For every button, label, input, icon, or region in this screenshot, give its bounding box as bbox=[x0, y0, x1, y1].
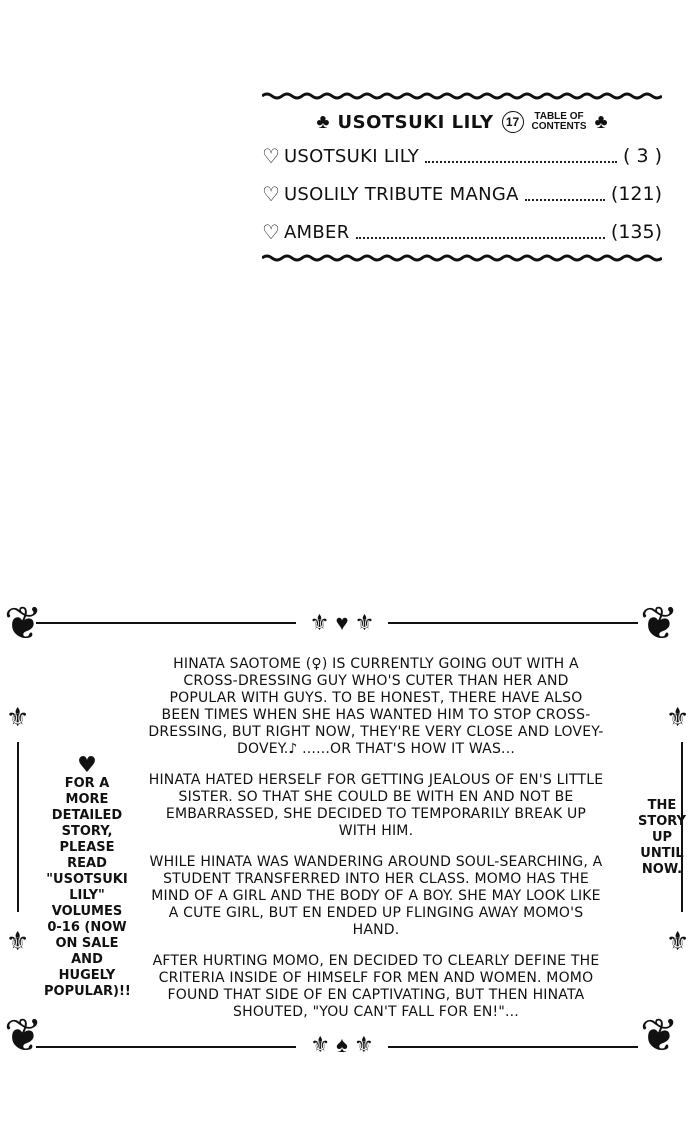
table-of-contents bbox=[262, 92, 662, 264]
summary-paragraph: HINATA SAOTOME (♀) IS CURRENTLY GOING OUT WITH A CROSS-DRESSING GUY WHO'S CUTER THAN HER AND POPULAR WITH GUYS. TO BE HONEST, THERE HAVE ALSO BEEN TIMES WHEN SHE HAS WANTED HIM TO STOP CROSS-DRESSING, BUT RIGHT NOW, THEY'RE VERY CLOSE AND LOVEY-DOVEY.♪ ......OR THAT'S HOW IT WAS... bbox=[148, 656, 604, 757]
club-icon: ♣ bbox=[316, 111, 330, 133]
fleur-de-lis-icon: ⚜ bbox=[6, 926, 30, 956]
heart-outline-icon: ♡ bbox=[262, 144, 280, 168]
leader-dots bbox=[425, 149, 617, 163]
toc-entry-label: AMBER bbox=[283, 221, 350, 243]
toc-title: USOTSUKI LILY bbox=[337, 111, 494, 133]
fleur-de-lis-icon: ⚜ bbox=[6, 702, 30, 732]
corner-ornament-icon: ❦ bbox=[640, 1009, 679, 1061]
toc-top-border bbox=[262, 92, 662, 100]
frame-top-line-right bbox=[388, 622, 638, 624]
toc-entry-label: USOLILY TRIBUTE MANGA bbox=[283, 183, 519, 205]
toc-header bbox=[262, 108, 662, 136]
summary-paragraph: WHILE HINATA WAS WANDERING AROUND SOUL-SEARCHING, A STUDENT TRANSFERRED INTO HER CLASS. MOMO HAS THE MIND OF A GIRL AND THE BODY OF A BOY. SHE MAY LOOK LIKE A CUTE GIRL, BUT EN ENDED UP FLINGING AWAY MOMO'S HAND. bbox=[149, 854, 603, 938]
toc-entry-label: USOTSUKI LILY bbox=[283, 145, 420, 167]
side-note-left bbox=[44, 753, 131, 1000]
toc-subtitle-line1: TABLE OF bbox=[534, 111, 584, 122]
top-heart-ornament: ⚜ ♥ ⚜ bbox=[309, 610, 375, 635]
toc-entry-page: (135) bbox=[610, 221, 662, 243]
frame-bottom-line-right bbox=[388, 1046, 638, 1048]
corner-ornament-icon: ❦ bbox=[4, 1009, 43, 1061]
summary-paragraph: HINATA HATED HERSELF FOR GETTING JEALOUS OF EN'S LITTLE SISTER. SO THAT SHE COULD BE WITH EN AND NOT BE EMBARRASSED, SHE DECIDED TO TEMPORARILY BREAK UP WITH HIM. bbox=[148, 772, 604, 839]
heart-icon: ♥ bbox=[77, 753, 97, 778]
frame-top-line-left bbox=[36, 622, 296, 624]
frame-left-line bbox=[17, 742, 19, 912]
fleur-de-lis-icon: ⚜ bbox=[666, 702, 690, 732]
frame-bottom-line-left bbox=[36, 1046, 296, 1048]
toc-subtitle-line2: CONTENTS bbox=[531, 121, 587, 132]
side-note-right-text: THE STORY UP UNTIL NOW. bbox=[638, 798, 686, 877]
toc-entry-page: (121) bbox=[610, 183, 662, 205]
toc-subtitle bbox=[532, 112, 587, 132]
summary-paragraph: AFTER HURTING MOMO, EN DECIDED TO CLEARLY DEFINE THE CRITERIA INSIDE OF HIMSELF FOR MEN AND WOMEN. MOMO FOUND THAT SIDE OF EN CAPTIVATING, BUT THEN HINATA SHOUTED, "YOU CAN'T FALL FOR EN!"... bbox=[152, 953, 600, 1020]
corner-ornament-icon: ❦ bbox=[640, 597, 679, 649]
side-note-left-text: FOR A MORE DETAILED STORY, PLEASE READ "USOTSUKI LILY" VOLUMES 0-16 (NOW ON SALE AND HUGELY POPULAR)!! bbox=[44, 776, 131, 999]
side-note-right bbox=[634, 798, 690, 878]
story-summary bbox=[148, 656, 604, 1035]
heart-outline-icon: ♡ bbox=[262, 220, 280, 244]
fleur-de-lis-icon: ⚜ bbox=[666, 926, 690, 956]
toc-entry[interactable] bbox=[262, 142, 662, 170]
leader-dots bbox=[525, 187, 605, 201]
volume-number: 17 bbox=[502, 111, 524, 133]
toc-entry[interactable] bbox=[262, 218, 662, 246]
club-icon: ♣ bbox=[594, 111, 608, 133]
toc-bottom-border bbox=[262, 254, 662, 262]
heart-outline-icon: ♡ bbox=[262, 182, 280, 206]
toc-entry[interactable] bbox=[262, 180, 662, 208]
bottom-spade-ornament: ⚜ ♠ ⚜ bbox=[310, 1032, 374, 1057]
toc-entry-page: ( 3 ) bbox=[623, 145, 662, 167]
leader-dots bbox=[356, 225, 605, 239]
corner-ornament-icon: ❦ bbox=[4, 597, 43, 649]
